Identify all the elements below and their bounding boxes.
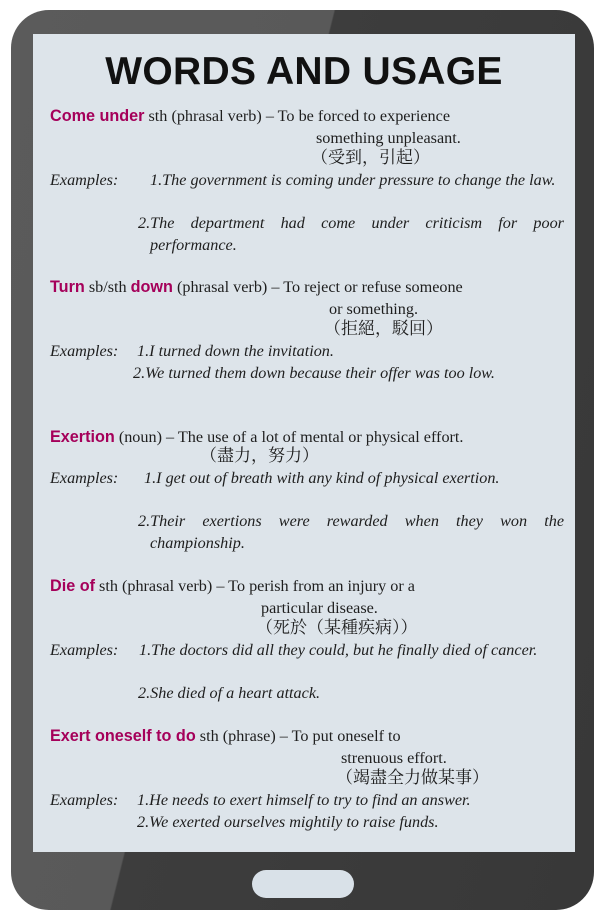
example-sentence: 1.I get out of breath with any kind of physical exertion.: [144, 469, 500, 487]
entry-object: sb/sth: [84, 278, 131, 296]
example-sentence: 1.He needs to exert himself to try to find an answer.: [137, 791, 471, 809]
definition-continuation: or something.: [329, 300, 419, 318]
entry-definition: sth (phrase) – To put oneself to: [195, 727, 401, 745]
entry-definition: sth (phrasal verb) – To be forced to experience: [144, 107, 451, 125]
examples-label: Examples:: [50, 469, 119, 487]
chinese-translation: （受到，引起）: [311, 148, 430, 168]
page-title: WORDS AND USAGE: [105, 50, 503, 93]
definition-continuation: particular disease.: [261, 599, 378, 617]
examples-label: Examples:: [50, 171, 119, 189]
chinese-translation: （竭盡全力做某事）: [336, 768, 489, 788]
tablet-frame: [11, 10, 594, 910]
example-sentence: 2.We turned them down because their offer was too low.: [133, 364, 495, 382]
example-sentence: 2.Their exertions were rewarded when they won the championship.: [138, 512, 564, 552]
chinese-translation: （拒絕，駁回）: [324, 319, 443, 339]
entry-heading: [50, 427, 463, 447]
examples-label: Examples:: [50, 641, 119, 659]
entry-term: Exert oneself to do: [50, 727, 196, 745]
entry-term: Exertion: [50, 428, 115, 446]
definition-continuation: something unpleasant.: [316, 129, 461, 147]
entry-heading: [50, 277, 463, 297]
entry-term: down: [130, 278, 173, 296]
entry-term: Come under: [50, 107, 145, 125]
example-sentence: 1.I turned down the invitation.: [137, 342, 334, 360]
examples-label: Examples:: [50, 342, 119, 360]
chinese-translation: （死於（某種疾病））: [256, 618, 418, 638]
entry-heading: [50, 726, 401, 746]
examples-label: Examples:: [50, 791, 119, 809]
chinese-translation: （盡力，努力）: [200, 446, 319, 466]
entry-term: Die of: [50, 577, 95, 595]
example-sentence: 1.The government is coming under pressure to change the law.: [150, 171, 556, 189]
home-button[interactable]: [252, 870, 354, 898]
example-sentence: 2.We exerted ourselves mightily to raise funds.: [137, 813, 439, 831]
entry-definition: sth (phrasal verb) – To perish from an injury or a: [94, 577, 415, 595]
entry-term: Turn: [50, 278, 85, 296]
example-sentence: 1.The doctors did all they could, but he finally died of cancer.: [139, 641, 538, 659]
entry-definition: (phrasal verb) – To reject or refuse someone: [172, 278, 463, 296]
example-sentence: 2.She died of a heart attack.: [138, 684, 321, 702]
tablet-screen: [33, 34, 575, 852]
example-sentence: 2.The department had come under criticism for poor performance.: [138, 214, 564, 254]
entry-definition: (noun) – The use of a lot of mental or physical effort.: [114, 428, 464, 446]
definition-continuation: strenuous effort.: [341, 749, 447, 767]
entry-heading: [50, 106, 450, 126]
entry-heading: [50, 576, 415, 596]
